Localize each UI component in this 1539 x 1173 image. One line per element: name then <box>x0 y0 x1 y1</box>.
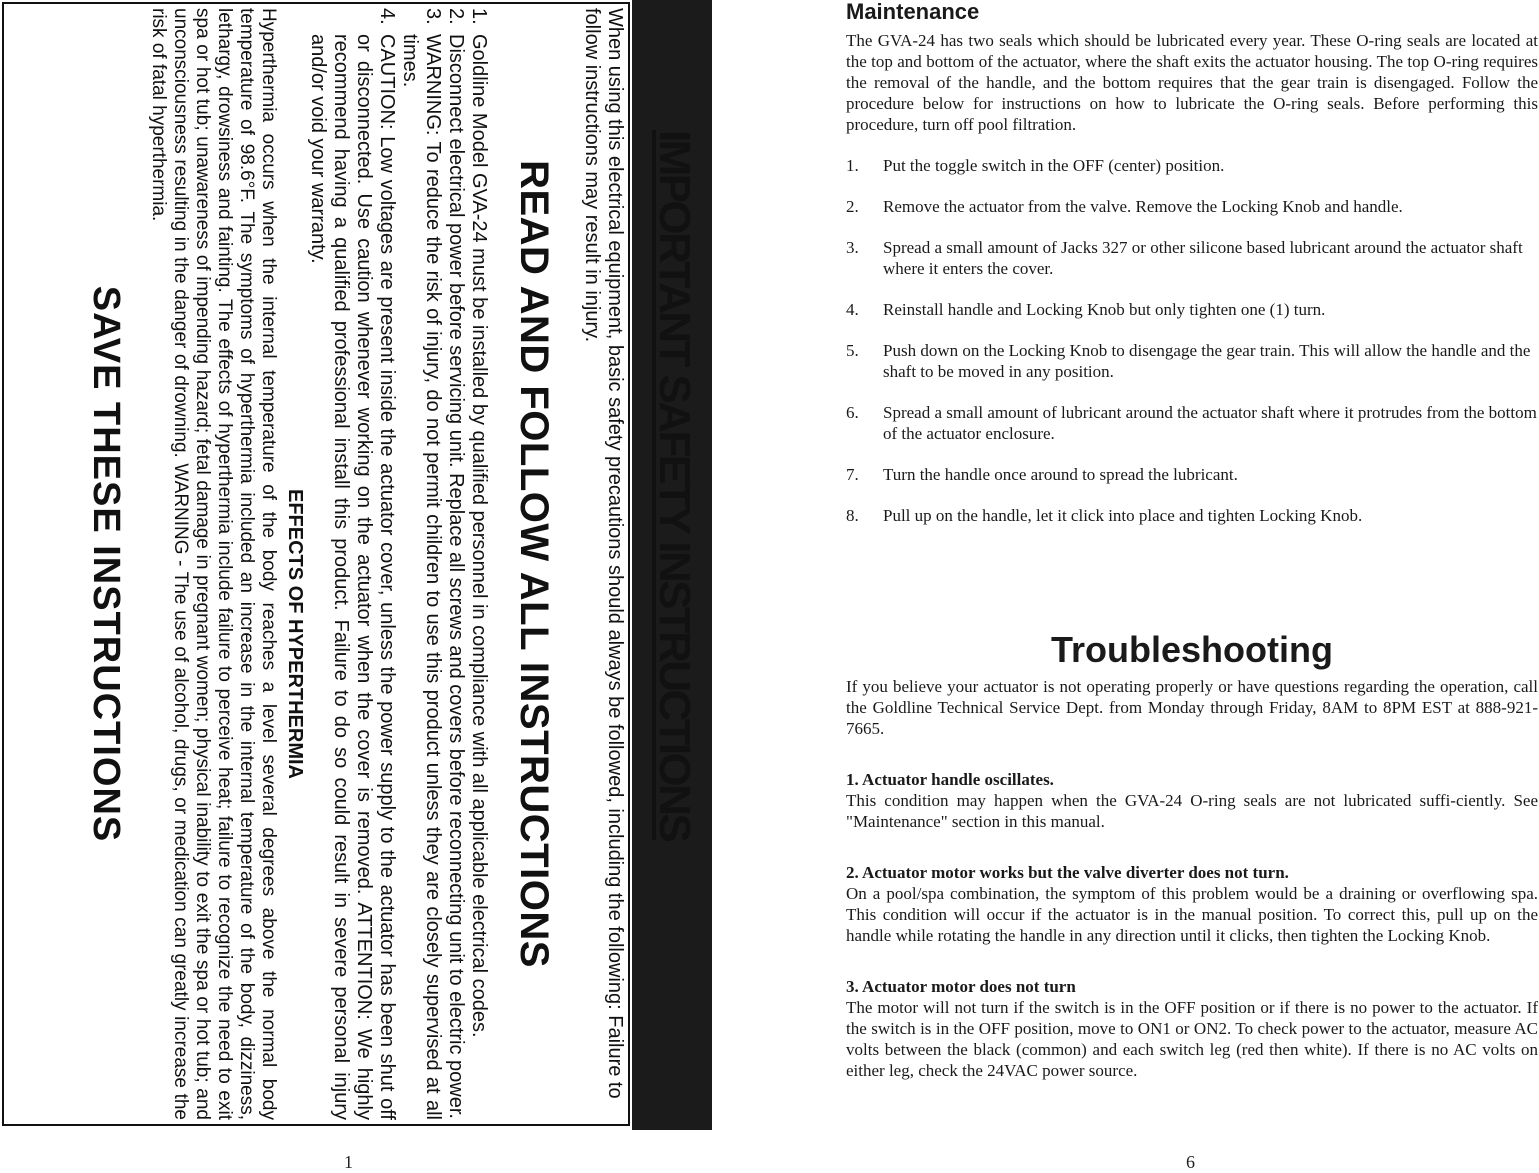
safety-intro: When using this electrical equipment, basic safety precautions should always be followed, including the following: Failure to follow instructions may result in injury. <box>581 8 626 1099</box>
maintenance-step <box>846 237 1538 279</box>
maintenance-step <box>846 505 1538 526</box>
safety-body <box>85 8 626 1120</box>
safety-instructions-panel <box>0 0 712 1130</box>
page-number-left: 1 <box>344 1152 353 1172</box>
page-number-right: 6 <box>1186 1152 1195 1172</box>
safety-item-number: 1. <box>468 8 490 25</box>
safety-item-text: Goldline Model GVA-24 must be installed by qualified personnel in compliance with all applicable electrical codes. <box>468 34 490 1038</box>
safety-item-text: WARNING: To reduce the risk of injury, do not permit children to use this product unless they are closely supervised at all times. <box>399 34 444 1120</box>
issue-title: 2. Actuator motor works but the valve diverter does not turn. <box>846 863 1289 882</box>
maintenance-step <box>846 299 1538 320</box>
save-instructions: SAVE THESE INSTRUCTIONS <box>85 285 127 843</box>
rotated-content <box>0 0 712 1130</box>
hyperthermia-heading: EFFECTS OF HYPERTHERMIA <box>284 488 306 779</box>
safety-item <box>306 8 398 1120</box>
read-follow-heading: READ AND FOLLOW ALL INSTRUCTIONS <box>512 160 556 968</box>
safety-item <box>398 8 444 1120</box>
step-text: Spread a small amount of lubricant around the actuator shaft where it protrudes from the bottom of the actuator enclosure. <box>883 403 1537 443</box>
safety-item <box>467 8 490 1120</box>
step-text: Put the toggle switch in the OFF (center) position. <box>883 156 1225 175</box>
safety-item-text: CAUTION: Low voltages are present inside the actuator cover, unless the power supply to the actuator has been shut off or disconnected. Use caution whenever working on the actuator when the cover is removed. ATTENTION: We highly recommend having a qualified professional install this product. Failure to do so could result in severe personal injury and/or void your warranty. <box>307 34 398 1120</box>
step-number: 8. <box>846 506 859 525</box>
issue-body: On a pool/spa combination, the symptom of this problem would be a draining or overflowing spa. This condition will occur if the actuator is in the manual position. To correct this, pull up on the handle while rotating the handle in any direction until it clicks, then tighten the Locking Knob. <box>846 884 1538 945</box>
issue-body: The motor will not turn if the switch is in the OFF position or if there is no power to the actuator. If the switch is in the OFF position, move to ON1 or ON2. To check power to the actuator, measure AC volts between the black (common) and each switch leg (red then white). If there is no AC volts on either leg, check the 24VAC power source. <box>846 998 1538 1080</box>
safety-item-number: 2. <box>445 8 467 25</box>
step-number: 1. <box>846 156 859 175</box>
maintenance-page <box>846 0 1538 1081</box>
maintenance-step <box>846 464 1538 485</box>
step-text: Spread a small amount of Jacks 327 or other silicone based lubricant around the actuator shaft where it enters the cover. <box>883 238 1523 278</box>
maintenance-step <box>846 196 1538 217</box>
safety-item-number: 3. <box>422 8 444 25</box>
maintenance-step <box>846 340 1538 382</box>
troubleshooting-intro: If you believe your actuator is not operating properly or have questions regarding the operation, call the Goldline Technical Service Dept. from Monday through Friday, 8AM to 8PM EST at 888-921-7665. <box>846 677 1538 738</box>
hyperthermia-text: Hyperthermia occurs when the internal temperature of the body reaches a level several degrees above the normal body temperature of 98.6°F. The symptoms of hyperthermia included an increase in the internal temperature of the body, dizziness, lethargy, drowsiness and fainting. The effects of hyperthermia include failure to perceive heat; failure to recognize the need to exit spa or hot tub; unawareness of impending hazard; fetal damage in pregnant women; physical inability to exit the spa or hot tub; and unconsciousness resulting in the danger of drowning. WARNING - The use of alcohol, drugs, or medication can greatly increase the risk of fatal hyperthermia. <box>148 8 279 1120</box>
step-number: 7. <box>846 465 859 484</box>
maintenance-step <box>846 402 1538 444</box>
safety-item-number: 4. <box>376 8 398 25</box>
safety-item <box>444 8 467 1120</box>
issue-title: 3. Actuator motor does not turn <box>846 977 1076 996</box>
step-number: 2. <box>846 197 859 216</box>
step-number: 4. <box>846 300 859 319</box>
step-number: 6. <box>846 403 859 422</box>
step-text: Remove the actuator from the valve. Remove the Locking Knob and handle. <box>883 197 1403 216</box>
maintenance-step <box>846 155 1538 176</box>
step-text: Push down on the Locking Knob to disengage the gear train. This will allow the handle and the shaft to be moved in any position. <box>883 341 1531 381</box>
issue-body: This condition may happen when the GVA-24 O-ring seals are not lubricated suffi-ciently. See "Maintenance" section in this manual. <box>846 791 1538 831</box>
step-text: Reinstall handle and Locking Knob but only tighten one (1) turn. <box>883 300 1326 319</box>
maintenance-intro: The GVA-24 has two seals which should be lubricated every year. These O-ring seals are located at the top and bottom of the actuator, where the shaft exits the actuator housing. The top O-ring requires the removal of the handle, and the bottom requires that the gear train is disengaged. Follow the procedure below for instructions on how to lubricate the O-ring seals. Before performing this procedure, turn off pool filtration. <box>846 31 1538 134</box>
step-text: Turn the handle once around to spread the lubricant. <box>883 465 1238 484</box>
safety-item-text: Disconnect electrical power before servicing unit. Replace all screws and covers before reconnecting unit to electric power. <box>445 34 467 1119</box>
maintenance-heading: Maintenance <box>846 0 980 24</box>
issue-title: 1. Actuator handle oscillates. <box>846 770 1054 789</box>
safety-title: IMPORTANT SAFETY INSTRUCTIONS <box>650 130 699 841</box>
step-number: 5. <box>846 341 859 360</box>
step-text: Pull up on the handle, let it click into place and tighten Locking Knob. <box>883 506 1363 525</box>
troubleshooting-heading: Troubleshooting <box>1051 629 1333 670</box>
step-number: 3. <box>846 238 859 257</box>
